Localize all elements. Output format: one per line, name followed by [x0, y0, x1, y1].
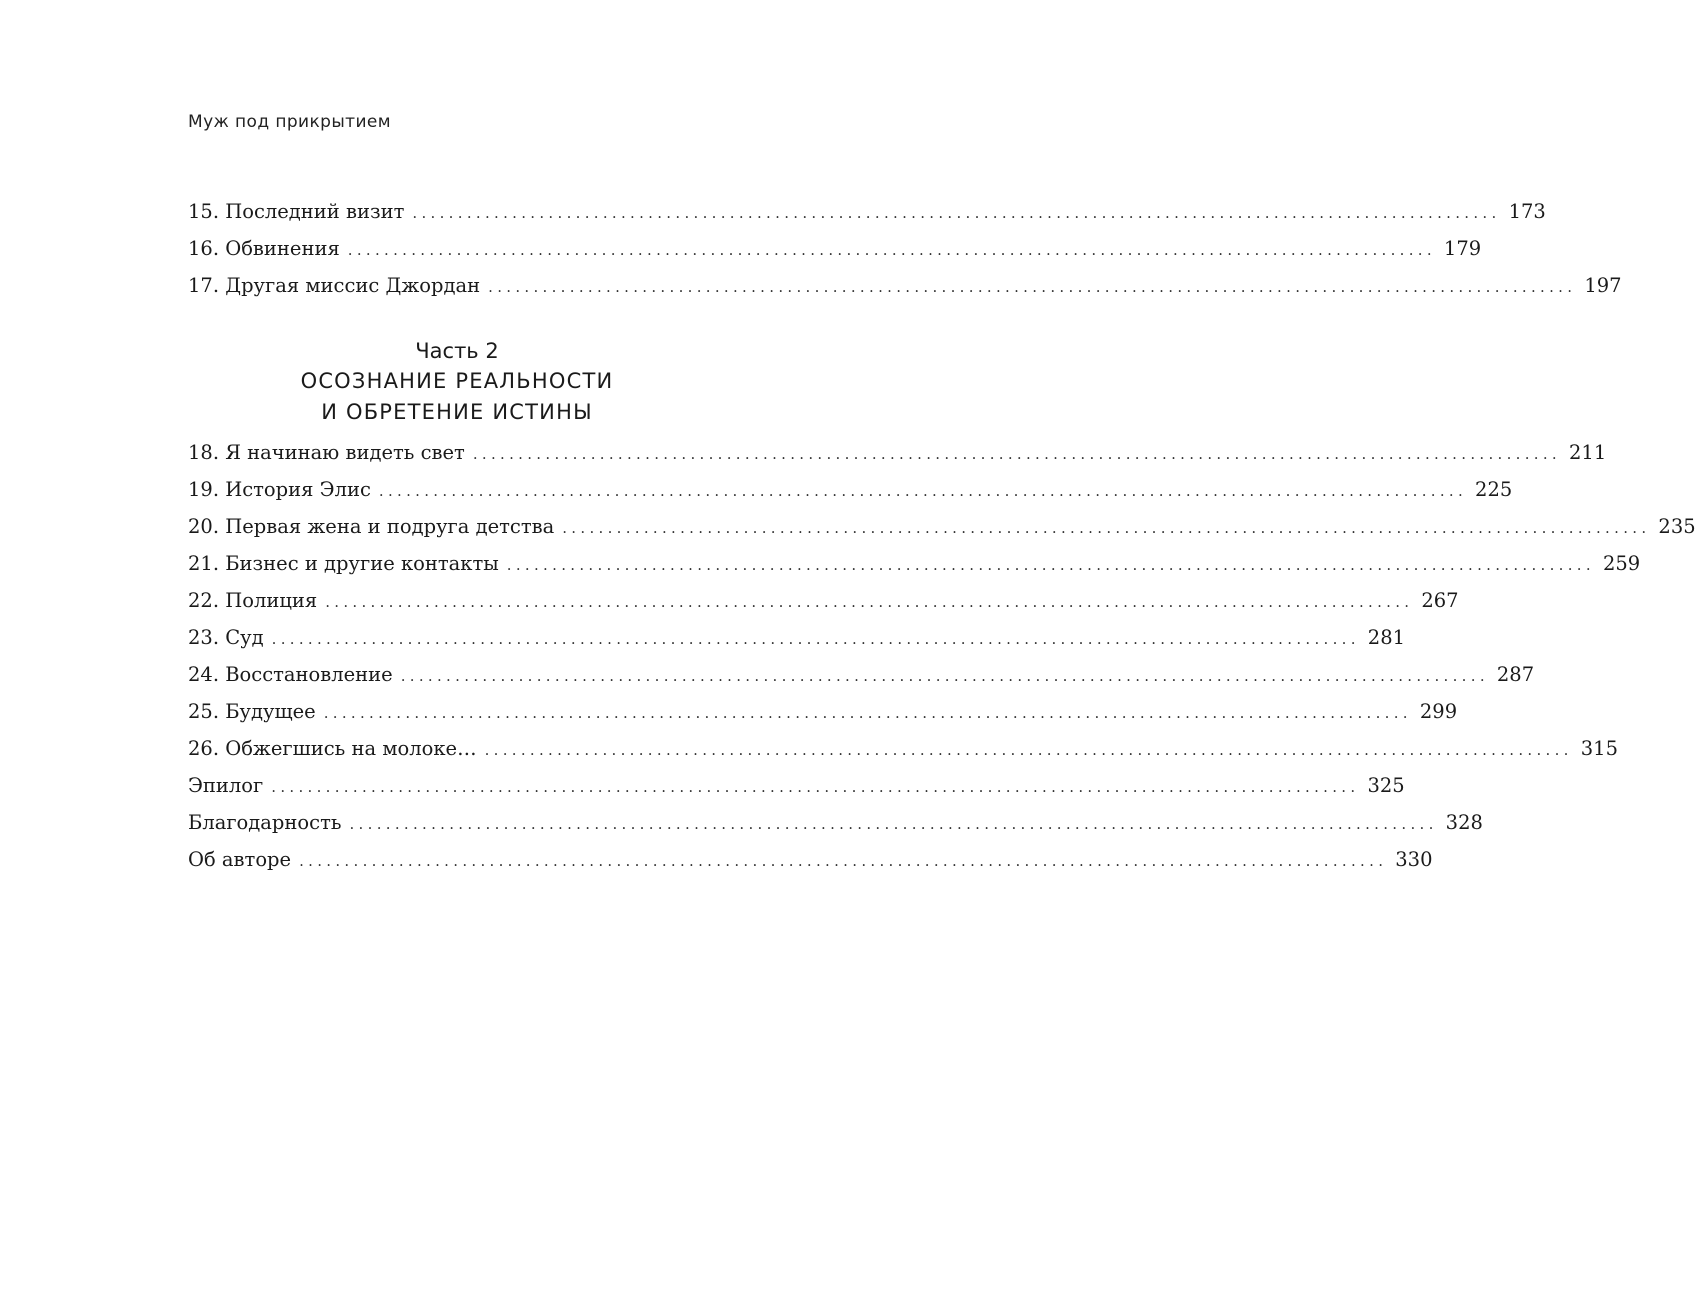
toc-entry-title: 19. История Элис [188, 478, 371, 501]
toc-entry-page: 325 [1367, 774, 1405, 797]
dot-leader: ........................................................................................................................ [412, 204, 1501, 222]
toc-entry-title: 22. Полиция [188, 589, 318, 612]
toc-entry-page: 299 [1419, 700, 1458, 723]
toc-entry[interactable] [188, 626, 1406, 663]
toc-entry[interactable] [188, 274, 1622, 311]
toc-entry-page: 281 [1367, 626, 1406, 649]
dot-leader: ........................................................................................................................ [378, 482, 1468, 500]
dot-leader: ........................................................................................................................ [488, 278, 1577, 296]
toc-entry-page: 259 [1602, 552, 1641, 575]
dot-leader: ........................................................................................................................ [271, 778, 1360, 796]
dot-leader: ........................................................................................................................ [400, 667, 1489, 685]
toc-entry-page: 173 [1508, 200, 1546, 223]
toc-entry[interactable] [188, 663, 1535, 700]
part-title-line-2: И ОБРЕТЕНИЕ ИСТИНЫ [321, 400, 593, 424]
dot-leader: ........................................................................................................................ [506, 556, 1595, 574]
toc-entry[interactable] [188, 737, 1618, 774]
toc-entry-title: 15. Последний визит [188, 200, 405, 223]
toc-entry-page: 315 [1580, 737, 1618, 760]
toc-entry-title: 18. Я начинаю видеть свет [188, 441, 465, 464]
dot-leader: ........................................................................................................................ [325, 593, 1414, 611]
toc-entry[interactable] [188, 774, 1405, 811]
dot-leader: ........................................................................................................................ [349, 815, 1438, 833]
toc-entry[interactable] [188, 200, 1546, 237]
toc-entry-title: 24. Восстановление [188, 663, 393, 686]
toc-entry-title: 26. Обжегшись на молоке… [188, 737, 477, 760]
toc-entry[interactable] [188, 237, 1482, 274]
part-number: Часть 2 [415, 339, 499, 363]
toc-entry[interactable] [188, 811, 1483, 848]
toc-entry-title: 17. Другая миссис Джордан [188, 274, 481, 297]
toc-entry-page: 328 [1445, 811, 1483, 834]
toc-entry[interactable] [188, 589, 1459, 626]
toc-entry-title: 16. Обвинения [188, 237, 340, 260]
toc-entry-title: 21. Бизнес и другие контакты [188, 552, 499, 575]
toc-entry-page: 235 [1658, 515, 1696, 538]
toc-entry-title: 23. Суд [188, 626, 264, 649]
part-heading [188, 336, 726, 428]
dot-leader: ........................................................................................................................ [472, 445, 1561, 463]
toc-entry-title: 25. Будущее [188, 700, 316, 723]
dot-leader: ........................................................................................................................ [299, 852, 1388, 870]
dot-leader: ........................................................................................................................ [271, 630, 1360, 648]
toc-entry-page: 225 [1475, 478, 1513, 501]
toc-entry-title: Эпилог [188, 774, 264, 797]
toc-entry-title: 20. Первая жена и подруга детства [188, 515, 555, 538]
dot-leader: ........................................................................................................................ [347, 241, 1436, 259]
toc-entry[interactable] [188, 441, 1607, 478]
dot-leader: ........................................................................................................................ [323, 704, 1412, 722]
toc-entry-page: 179 [1443, 237, 1482, 260]
running-head: Муж под прикрытием [188, 112, 391, 132]
toc-entry-page: 211 [1569, 441, 1607, 464]
dot-leader: ........................................................................................................................ [562, 519, 1651, 537]
toc-entry-page: 287 [1496, 663, 1535, 686]
toc-entry-title: Благодарность [188, 811, 342, 834]
toc-list-part-2 [188, 441, 1696, 885]
toc-entry[interactable] [188, 552, 1641, 589]
toc-entry[interactable] [188, 478, 1513, 515]
toc-entry-page: 197 [1584, 274, 1622, 297]
part-title-line-1: ОСОЗНАНИЕ РЕАЛЬНОСТИ [300, 369, 614, 393]
toc-entry[interactable] [188, 515, 1696, 552]
toc-entry[interactable] [188, 848, 1433, 885]
toc-entry-title: Об авторе [188, 848, 292, 871]
toc-entry-page: 330 [1395, 848, 1433, 871]
toc-list-part-1 [188, 200, 1622, 311]
dot-leader: ........................................................................................................................ [484, 741, 1573, 759]
toc-entry[interactable] [188, 700, 1458, 737]
toc-entry-page: 267 [1421, 589, 1459, 612]
